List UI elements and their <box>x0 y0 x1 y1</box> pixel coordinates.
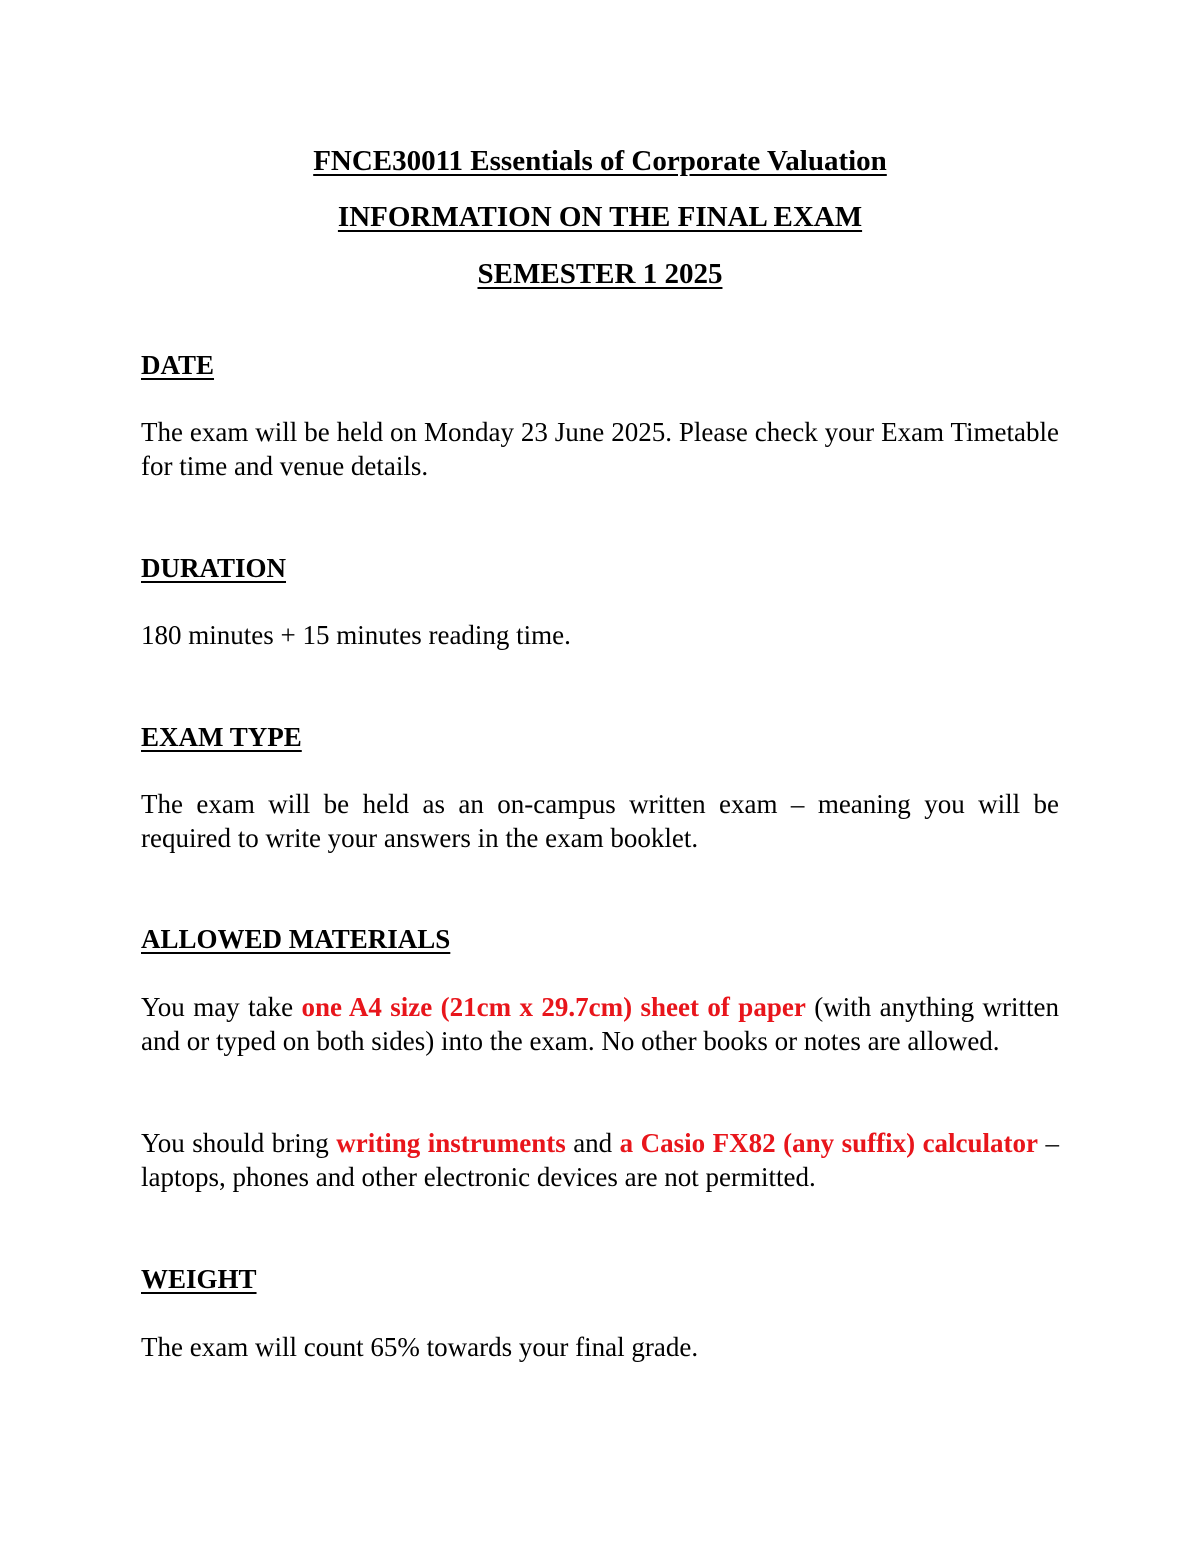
weight-heading: WEIGHT <box>141 1264 257 1294</box>
allowed-materials-heading: ALLOWED MATERIALS <box>141 924 451 954</box>
highlighted-text: writing instruments <box>336 1128 566 1158</box>
allowed-materials-paragraph-2 <box>141 1126 1059 1194</box>
highlighted-text: one A4 size (21cm x 29.7cm) sheet of paper <box>301 992 806 1022</box>
paragraph-text: (with anything written and or typed on both sides) into the exam. No other books or notes are allowed. <box>141 992 1059 1056</box>
highlighted-text: a Casio FX82 (any suffix) calculator <box>619 1128 1039 1158</box>
allowed-materials-paragraph-1 <box>141 990 1059 1058</box>
date-text: The exam will be held on Monday 23 June 2025. Please check your Exam Timetable for time and venue details. <box>141 417 1059 481</box>
exam-type-heading: EXAM TYPE <box>141 722 302 752</box>
date-heading: DATE <box>141 350 215 380</box>
weight-text: The exam will count 65% towards your final grade. <box>141 1332 699 1362</box>
duration-heading: DURATION <box>141 553 287 583</box>
duration-text: 180 minutes + 15 minutes reading time. <box>141 620 571 650</box>
paragraph-text: You should bring <box>141 1128 337 1158</box>
paragraph-text: – laptops, phones and other electronic devices are not permitted. <box>141 1128 1060 1192</box>
semester-title: SEMESTER 1 2025 <box>477 258 723 290</box>
paragraph-text: and <box>565 1128 620 1158</box>
exam-type-text: The exam will be held as an on-campus written exam – meaning you will be required to write your answers in the exam booklet. <box>141 789 1059 853</box>
paragraph-text: You may take <box>141 992 302 1022</box>
course-title: FNCE30011 Essentials of Corporate Valuation <box>313 145 887 177</box>
document-title: INFORMATION ON THE FINAL EXAM <box>337 201 863 233</box>
